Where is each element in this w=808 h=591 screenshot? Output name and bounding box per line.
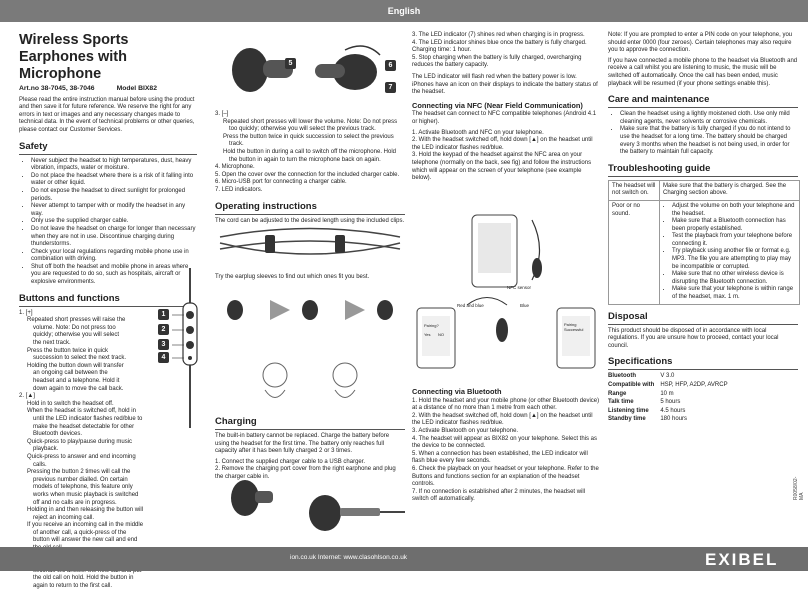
- document-code: R0058/02-MA: [793, 476, 805, 500]
- article-number-row: [19, 85, 197, 93]
- spec-value: 4.5 hours: [660, 407, 686, 414]
- operating-text: The cord can be adjusted to the desired length using the included clips.: [215, 217, 405, 224]
- list-item: 5. Open the cover over the connection for the included charger cable.: [215, 171, 400, 178]
- list-item: 3. Activate Bluetooth on your telephone.: [412, 427, 519, 434]
- bluetooth-heading: Connecting via Bluetooth: [412, 387, 502, 396]
- list-item: 4. Microphone.: [215, 164, 255, 171]
- button-2-title: 2. [▲]: [19, 393, 35, 400]
- table-row: [608, 391, 734, 400]
- list-item: the old call on hold. Hold the button in again to return to the first call.: [33, 575, 134, 590]
- list-item: 1. Connect the supplied charger cable to a USB charger.: [215, 458, 366, 465]
- charging-block: [215, 410, 405, 482]
- list-item: 7. LED indicators.: [215, 186, 263, 193]
- list-item: 1. Activate Bluetooth and NFC on your telephone.: [412, 129, 544, 136]
- language-header-bar: [0, 0, 808, 22]
- list-item: • Never attempt to tamper with or modify the headset in any way.: [31, 203, 197, 218]
- list-item: 5. Stop charging when the battery is fully charged, overcharging reduces the battery capacity.: [412, 54, 582, 69]
- yes-option: Yes: [424, 332, 431, 337]
- list-item: Press the button twice in quick succession to select the next track.: [27, 347, 127, 362]
- footer-bar: [0, 547, 808, 571]
- list-item: 2. Remove the charging port cover from the right earphone and plug the charger cable in.: [215, 466, 396, 480]
- button-1-title: 1. [+]: [19, 309, 33, 316]
- pairing-prompt: Pairing?: [424, 323, 439, 328]
- list-item: 7. If no connection is established after 2 minutes, the headset will switch off automatically.: [412, 488, 586, 503]
- list-item: • Test the playback from your telephone before connecting it.: [672, 233, 796, 248]
- list-item: Holding the button down will transfer an ongoing call between the headset and a telephone. Hold it down again to move the call back.: [27, 362, 124, 392]
- page-title: Wireless Sports Earphones with Microphone: [19, 32, 129, 82]
- column-4: [608, 32, 798, 425]
- red-blue-label: Red and blue: [457, 303, 484, 308]
- charging-heading: Charging: [215, 416, 405, 430]
- list-item: If you receive an incoming call in the middle of another call, a quick-press of the button will answer the new call and end: [27, 522, 144, 544]
- charging-cable-illustration: [215, 473, 405, 543]
- spec-value: HSP, HFP, A2DP, AVRCP: [660, 382, 728, 388]
- column-2: [215, 111, 405, 228]
- nfc-text: The headset can connect to NFC compatible telephones (Android 4.1 or higher).: [412, 111, 597, 125]
- table-row: [608, 399, 734, 408]
- callout-7: 7: [385, 82, 396, 93]
- spec-value: 180 hours: [660, 416, 688, 423]
- spec-value: 5 hours: [660, 399, 681, 406]
- list-item: • Try playback using another file or format e.g. MP3. The file you are attempting to play may be incompatible or corrupted.: [672, 248, 796, 271]
- list-item: • Do not place the headset where there is a risk of it falling into water or other liquid.: [31, 173, 197, 188]
- list-item: • Make sure that your telephone is within range of the headset, max. 1 m.: [672, 286, 796, 301]
- earphone-charging-illustration: [215, 30, 405, 105]
- list-item: Holding in and then releasing the button will reject an incoming call.: [27, 507, 144, 521]
- list-item: Quick-press to play/pause during music playback.: [27, 438, 133, 453]
- troubleshooting-table: [608, 180, 800, 305]
- list-item: 3. The LED indicator (7) shines red when charging is in progress.: [412, 32, 585, 38]
- callout-1: 1: [158, 309, 169, 320]
- list-item: Press the button twice in quick succession to select the previous track.: [223, 133, 394, 148]
- nfc-heading: Connecting via NFC (Near Field Communication): [412, 100, 583, 110]
- callout-5: 5: [285, 58, 296, 69]
- pin-note: Note: If you are prompted to enter a PIN code on your telephone, you should enter 0000 (four zeroes). Certain telephones may also require you to approve the connection.: [608, 32, 793, 54]
- callout-2: 2: [158, 324, 169, 335]
- list-item: 4. The headset will appear as BIX82 on your telephone. Select this as the device to be connected.: [412, 435, 598, 450]
- intro-text: Please read the entire instruction manual before using the product and then save it for future reference. We reserve the right for any errors in text or images and any necessary changes made to technical data. In the event of technical problems or other queries, please contact our Customer Services.: [19, 96, 195, 133]
- list-item: • Adjust the volume on both your telephone and the headset.: [672, 203, 796, 218]
- solution-cell: [660, 200, 800, 304]
- bluetooth-block: [412, 383, 600, 504]
- earplug-fit-figure: [215, 290, 405, 405]
- spec-key: Compatible with: [608, 382, 655, 388]
- nfc-figure: [412, 210, 600, 380]
- spec-key: Listening time: [608, 407, 649, 414]
- list-item: Repeated short presses will lower the volume. Note: Do not press too quickly; otherwise you will select the previous track.: [223, 118, 398, 133]
- safety-heading: Safety: [19, 141, 197, 155]
- callout-3: 3: [158, 339, 169, 350]
- table-row: [608, 373, 734, 382]
- list-item: • Make sure that a Bluetooth connection has been properly established.: [672, 218, 796, 233]
- table-row: [609, 180, 800, 200]
- no-option: NO: [438, 332, 444, 337]
- column-3: [412, 32, 600, 183]
- list-item: • Clean the headset using a lightly moistened cloth. Use only mild cleaning agents, never solvents or corrosive chemicals.: [620, 111, 798, 126]
- earplug-sleeves-illustration: [215, 290, 405, 405]
- spec-key: Bluetooth: [608, 373, 636, 380]
- list-item: 3. Hold the keypad of the headset against the NFC area on your telephone (normally on the back, see fig) and follow the instructions which will appear on the screen of your telephone (see example below).: [412, 152, 592, 182]
- spec-value: 10 m: [660, 390, 674, 397]
- flash-text: The LED indicator will flash red when the battery power is low. iPhones have an icon on their displays to indicate the battery status of the headset.: [412, 73, 598, 96]
- disposal-heading: Disposal: [608, 311, 798, 325]
- language-label: English: [387, 6, 421, 16]
- list-item: • Make sure that no other wireless device is disrupting the Bluetooth connection.: [672, 271, 796, 286]
- list-item: When the headset is switched off, hold in until the LED indicator flashes red/blue to make the headset detectable for other Bluetooth devices.: [27, 408, 143, 438]
- list-item: 1. Hold the headset and your mobile phone (or other Bluetooth device) at a distance of no more than 1 metre from each other.: [412, 397, 600, 412]
- callout-4: 4: [158, 352, 169, 363]
- cord-clips-illustration: [215, 225, 405, 270]
- table-row: [608, 382, 734, 391]
- button-3-title: 3. [–]: [215, 111, 229, 117]
- list-item: Repeated short presses will raise the volume. Note: Do not press too quickly; otherwise you will select the next track.: [27, 317, 126, 347]
- table-row: [608, 416, 734, 425]
- list-item: • Only use the supplied charger cable.: [31, 218, 197, 226]
- auto-switch-text: If you have connected a mobile phone to the headset via Bluetooth and receive a call whilst you are listening to music, the music will be switched off automatically. Once the call has been ended, music playback will be resumed (if your phone settings enable this).: [608, 57, 798, 87]
- list-item: Hold in to switch the headset off.: [27, 400, 114, 407]
- care-list: [608, 111, 798, 157]
- remote-control-figure: [150, 268, 210, 428]
- nfc-sensor-label: NFC sensor: [507, 285, 532, 290]
- callout-6: 6: [385, 60, 396, 71]
- nfc-phone-illustration: [412, 210, 600, 380]
- blue-label: Blue: [520, 303, 530, 308]
- charging-text: The built-in battery cannot be replaced. Charge the battery before using the headset for the first time. The battery only reaches full capacity after it has been fully charged 2 or 3 times.: [215, 433, 390, 455]
- spec-key: Standby time: [608, 416, 646, 423]
- list-item: • Do not leave the headset on charge for longer than necessary when they are not in use. Discontinue charging during thunderstorms.: [31, 226, 197, 249]
- disposal-text: This product should be disposed of in accordance with local regulations. If you are unsure how to proceed, contact your local council.: [608, 327, 779, 349]
- problem-cell: Poor or no sound.: [609, 200, 660, 304]
- table-row: [608, 408, 734, 417]
- footer-url: ion.co.uk Internet: www.clasohlson.co.uk: [290, 554, 408, 561]
- list-item: • Shut off both the headset and mobile phone in areas where you are requested to do so, such as hospitals, aircraft or explosive environments.: [31, 264, 197, 287]
- list-item: Pressing the button 2 times will call the previous number dialled. On certain models of telephone, this feature only works when music playback is switched off and no calls are in progress.: [27, 469, 139, 506]
- charging-figure: [215, 473, 405, 543]
- model-number: Model BIX82: [116, 85, 157, 92]
- earplug-text: Try the earplug sleeves to find out which ones fit you best.: [215, 274, 370, 280]
- buttons-heading: Buttons and functions: [19, 293, 197, 307]
- list-item: • Make sure that the battery is fully charged if you do not intend to use the headset for a long time. The battery should be charged every 3 months when the headset is not being used, in order for the battery to maintain full capacity.: [620, 126, 798, 156]
- list-item: 6. Micro-USB port for connecting a charger cable.: [215, 179, 347, 186]
- list-item: 6. Check the playback on your headset or your telephone. Refer to the Buttons and functions section for an explanation of the headset controls.: [412, 465, 599, 488]
- pairing-success-message: Pairing Successful: [564, 322, 584, 332]
- specifications-heading: Specifications: [608, 356, 798, 370]
- list-item: 2. With the headset switched off, hold down [▲] on the headset until the LED indicator flashes red/blue.: [412, 412, 593, 427]
- list-item: 4. The LED indicator shines blue once the battery is fully charged. Charging time: 1 hour.: [412, 39, 587, 54]
- solution-cell: Make sure that the battery is charged. See the Charging section above.: [660, 180, 800, 200]
- troubleshooting-heading: Troubleshooting guide: [608, 163, 798, 177]
- list-item: Hold the button in during a call to switch off the microphone. Hold the button in again to turn the microphone back on again.: [223, 148, 396, 163]
- earplug-text-block: [215, 274, 405, 285]
- problem-cell: The headset will not switch on.: [609, 180, 660, 200]
- list-item: • Do not expose the headset to direct sunlight for prolonged periods.: [31, 188, 197, 203]
- spec-value: V 3.0: [660, 373, 675, 380]
- list-item: • Check your local regulations regarding mobile phone use in combination with driving.: [31, 249, 197, 264]
- earphone-figure-top: [215, 30, 405, 105]
- table-row: [609, 200, 800, 304]
- list-item: 2. With the headset switched off, hold down [▲] on the headset until the LED indicator flashes red/blue.: [412, 137, 593, 151]
- list-item: Quick-press to answer and end incoming calls.: [27, 453, 136, 468]
- spec-key: Range: [608, 390, 627, 397]
- specifications-table: [608, 373, 734, 425]
- list-item: 5. When a connection has been established, the LED indicator will flash blue every few seconds.: [412, 450, 588, 465]
- spec-key: Talk time: [608, 399, 634, 406]
- article-number: Art.no 38-7045, 38-7046: [19, 85, 95, 92]
- care-heading: Care and maintenance: [608, 94, 798, 108]
- brand-logo: EXIBEL: [705, 550, 779, 569]
- operating-heading: Operating instructions: [215, 201, 405, 215]
- list-item: • Never subject the headset to high temperatures, dust, heavy vibration, impacts, water or moisture.: [31, 158, 197, 173]
- cord-clip-figure: [215, 225, 405, 270]
